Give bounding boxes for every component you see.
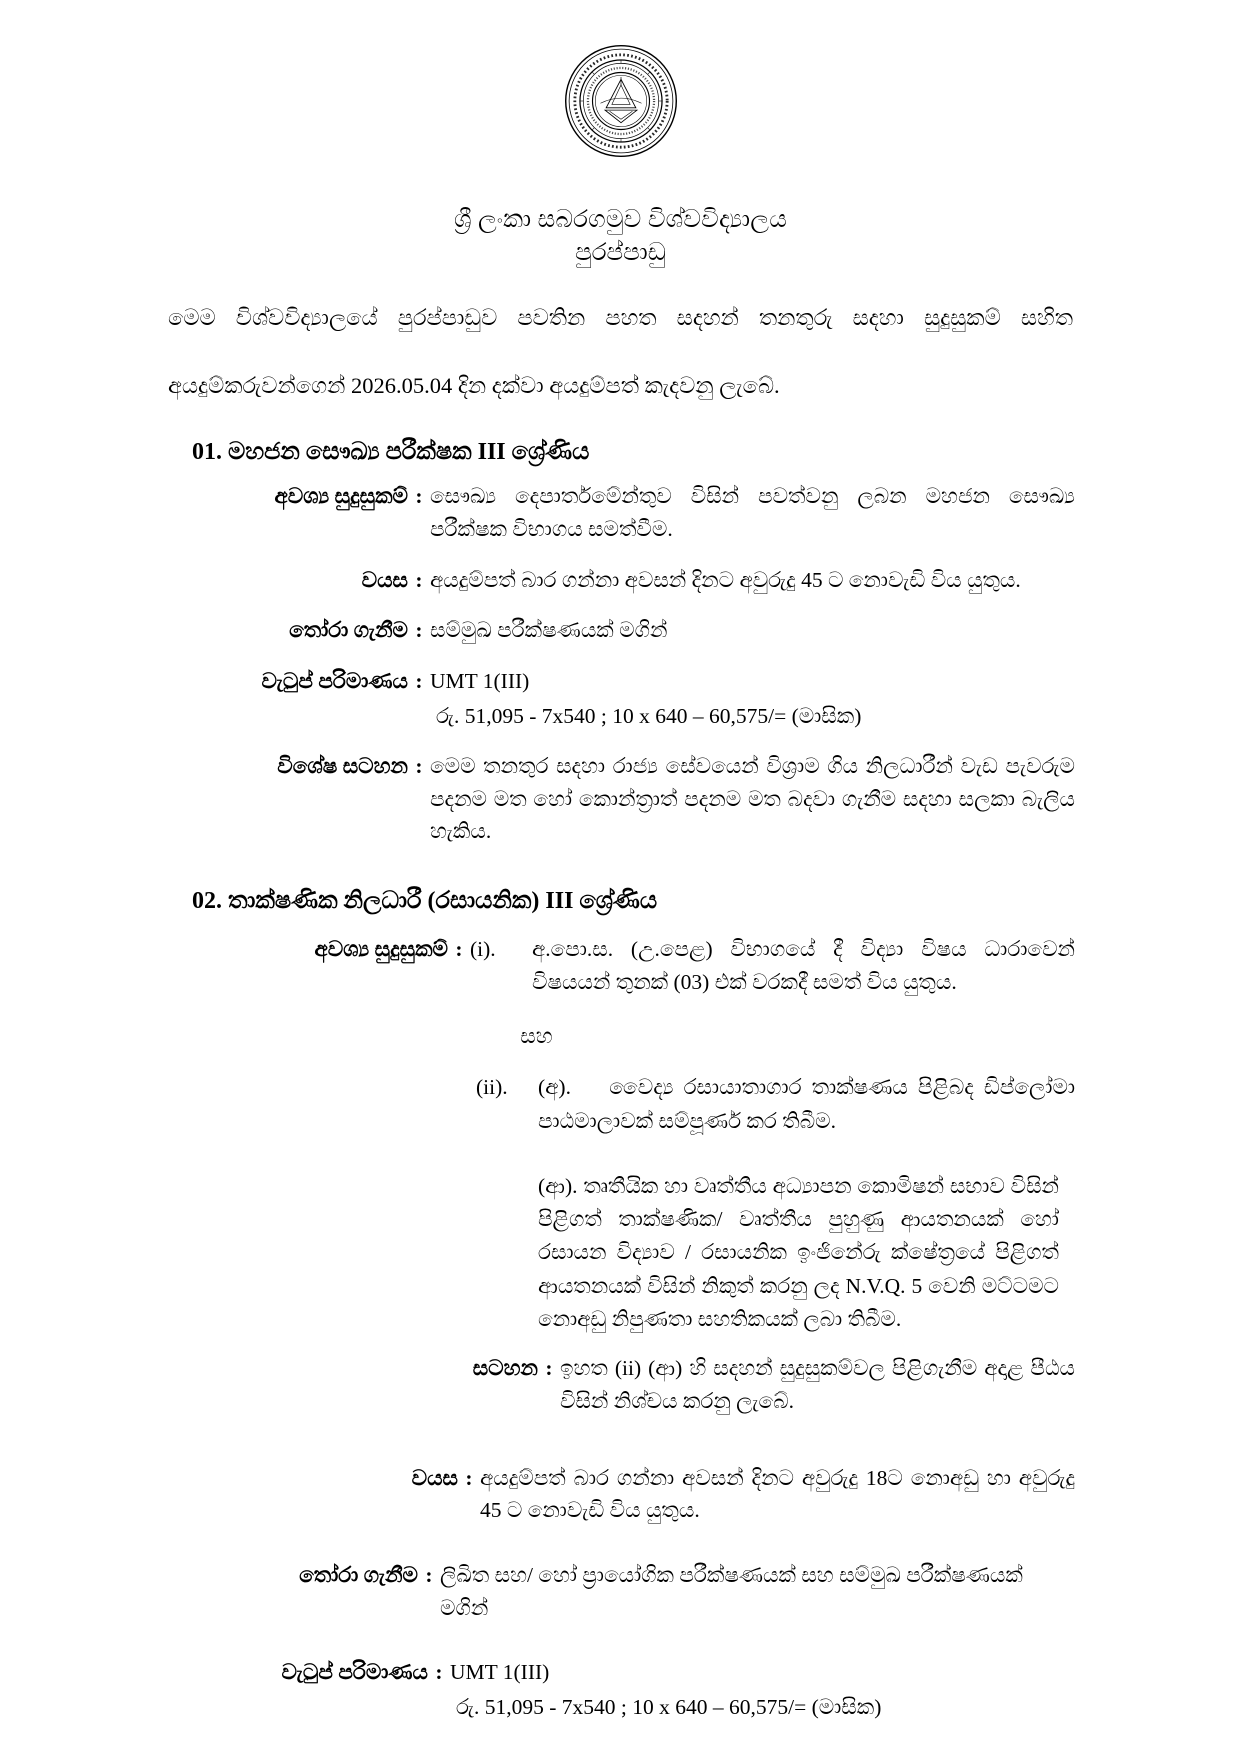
item-ii-b <box>228 1170 1075 1337</box>
university-seal-icon <box>564 44 678 158</box>
salary-code: UMT 1(III) <box>430 668 530 693</box>
item-ii <box>228 1071 1075 1138</box>
field-value-selection: සම්මුඛ පරීක්ෂණයක් මගින් <box>430 618 668 643</box>
field-colon: : <box>415 753 423 778</box>
conjunction-and: සහ <box>520 1024 553 1049</box>
field-colon: : <box>465 1465 473 1490</box>
field-colon: : <box>435 1660 443 1685</box>
field-value-age: අයදුම්පත් බාර ගන්නා අවසන් දිනට අවුරුදු 45 ට නොවැඩි විය යුතුය. <box>430 567 1021 592</box>
field-age-2 <box>228 1462 1075 1527</box>
intro-paragraph <box>150 301 1091 404</box>
field-note-2 <box>228 1352 1075 1417</box>
field-colon: : <box>425 1563 433 1588</box>
salary-scale: රු. 51,095 - 7x540 ; 10 x 640 – 60,575/= (මාසික) <box>436 703 862 728</box>
section-2-fields <box>150 933 1091 1723</box>
section-2-heading: 02. තාක්ෂණික නිලධාරී (රසායනික) III ශ්‍රේණිය <box>192 887 658 914</box>
item-ii-number: (ii). <box>476 1075 508 1100</box>
field-colon: : <box>415 484 423 509</box>
field-label-qualifications: අවශ්‍ය සුදුසුකම් <box>274 484 408 509</box>
field-value-salary <box>430 665 1075 732</box>
intro-line-2: අයදුම්කරුවන්ගෙන් 2026.05.04 දින දක්වා අයදුම්පත් කැදවනු ලැබේ. <box>168 373 780 399</box>
item-i-number: (i). <box>470 936 496 961</box>
item-ii-a-label: (අ). <box>538 1075 571 1100</box>
field-label-age-2: වයස <box>411 1465 458 1490</box>
field-label-qualifications-2: අවශ්‍ය සුදුසුකම් <box>314 936 448 961</box>
item-ii-a-text: වෛද්‍ය රසායාතාගාර තාක්ෂණය පිළිබද ඩිප්ලෝමා පාඨමාලාවක් සම්පූර්ණ කර තිබීම. <box>538 1075 1076 1133</box>
field-qualifications <box>208 480 1075 545</box>
item-i-text: අ.පො.ස. (උ.පෙළ) විභාගයේ දී විද්‍යා විෂය ධාරාවෙන් විෂයයන් තුනක් (03) එක් වරකදී සමත් විය යුතුය. <box>532 936 1075 994</box>
section-1-heading: 01. මහජන සෞඛ්‍ය පරීක්ෂක III ශ්‍රේණිය <box>192 439 590 466</box>
field-value-age-2: අයදුම්පත් බාර ගන්නා අවසන් දිනට අවුරුදු 18ට නොඅඩු හා අවුරුදු 45 ට නොවැඩි විය යුතුය. <box>480 1465 1075 1523</box>
field-value-note-2: ඉහත (ii) (ආ) හි සදහන් සුදුසුකම්වල පිළිගැනීම අදාළ පීඨය විසින් නිශ්චය කරනු ලැබේ. <box>560 1356 1075 1414</box>
field-label-salary-2: වැටුප් පරිමාණය <box>281 1660 428 1685</box>
field-label-selection: තෝරා ගැනීම <box>289 618 408 643</box>
field-colon: : <box>415 618 423 643</box>
field-label-age: වයස <box>361 567 408 592</box>
field-qualifications-2 <box>228 933 1075 998</box>
field-age <box>208 564 1075 597</box>
salary-scale-2: රු. 51,095 - 7x540 ; 10 x 640 – 60,575/= (මාසික) <box>456 1695 882 1720</box>
intro-line-1: මෙම විශ්වවිද්‍යාලයේ පුරප්පාඩුව පවතින පහත සදහන් තනතුරු සදහා සුදුසුකම් සහිත <box>168 304 1073 330</box>
section-1-fields <box>150 480 1091 848</box>
field-value-special-note: මෙම තනතුර සදහා රාජ්‍ය සේවයෙන් විශ්‍රාම ගිය නිලධාරීන් වැඩ පැවරුම පදනම මත හෝ කොන්ත්‍රාත් පදනම මත බදවා ගැනීම සදහා සලකා බැලිය හැකිය. <box>430 753 1075 844</box>
page-title: ශ්‍රී ලංකා සබරගමුව විශ්වවිද්‍යාලය <box>453 206 788 233</box>
field-colon: : <box>415 668 423 693</box>
field-colon: : <box>545 1356 553 1381</box>
field-selection-2 <box>228 1559 1075 1624</box>
field-colon: : <box>415 567 423 592</box>
field-label-salary: වැටුප් පරිමාණය <box>261 668 408 693</box>
item-ii-b-text: තෘතීයික හා වෘත්තීය අධ්‍යාපන කොමිෂන් සභාව විසින් පිළිගත් තාක්ෂණික/ වෘත්තීය පුහුණු ආයතනයක් හෝ රසායන විද්‍යාව / රසායනික ඉංජිනේරු ක්ෂේත්‍රයේ පිළිගත් ආයතනයක් විසින් නිකුත් කරනු ලද N.V.Q. 5 වෙනි මට්ටමට නොඅඩු නිපුණතා සහතිකයක් ලබා තිබීම. <box>538 1173 1059 1332</box>
university-seal-container <box>150 0 1091 158</box>
field-special-note <box>208 750 1075 848</box>
item-ii-a <box>538 1071 1075 1138</box>
field-label-selection-2: තෝරා ගැනීම <box>299 1563 418 1588</box>
field-salary-2 <box>228 1656 1075 1723</box>
salary-code-2: UMT 1(III) <box>450 1660 550 1685</box>
field-value-selection-2: ලිඛිත සහ/ හෝ ප්‍රායෝගික පරීක්ෂණයක් සහ සම්මුඛ පරීක්ෂණයක් මගින් <box>440 1563 1023 1620</box>
page-subtitle: පුරප්පාඩු <box>575 238 666 266</box>
field-value-qualifications: සෞඛ්‍ය දෙපාර්තමේන්තුව විසින් පවත්වනු ලබන මහජන සෞඛ්‍ය පරීක්ෂක විභාගය සමත්වීම. <box>430 484 1075 541</box>
field-selection <box>208 614 1075 647</box>
field-label-note-2: සටහන <box>472 1356 538 1381</box>
field-value-salary-2 <box>450 1656 1075 1723</box>
field-label-special-note: විශේෂ සටහන <box>277 753 408 778</box>
item-ii-b-label: (ආ). <box>538 1173 578 1198</box>
field-salary <box>208 665 1075 732</box>
field-colon: : <box>455 936 463 961</box>
